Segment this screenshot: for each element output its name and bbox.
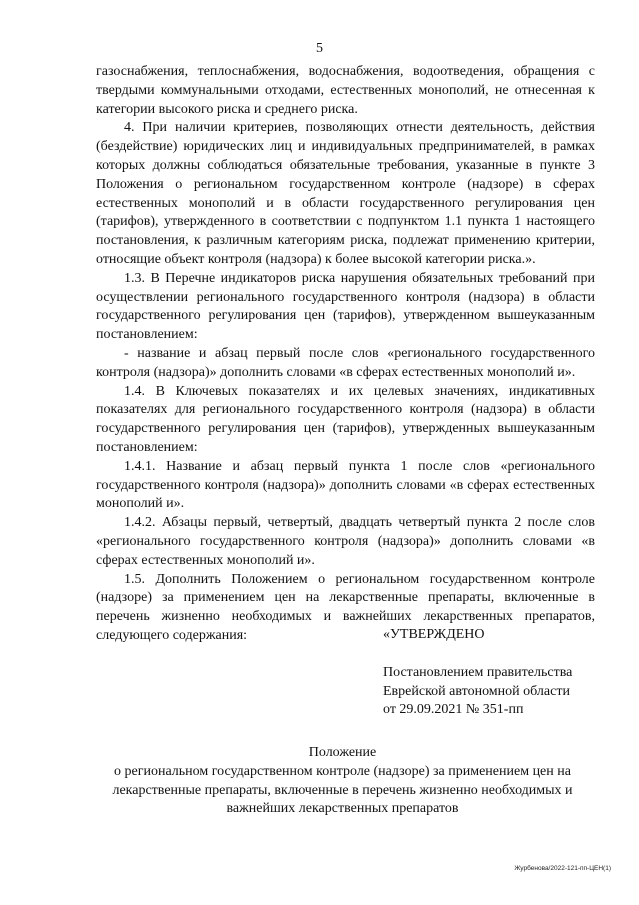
- paragraph-1-4-2: 1.4.2. Абзацы первый, четвертый, двадцать четвертый пункта 2 после слов «регионального государственного контроля (надзора)» дополнить словами «в сферах естественных монополий и».: [96, 515, 595, 568]
- regulation-subtitle-line-1: о региональном государственном контроле (надзоре) за применением цен на: [114, 763, 571, 779]
- paragraph-1-3-amendment: - название и абзац первый после слов «регионального государственного контроля (надзора)» дополнить словами «в сферах естественных монополий и».: [96, 345, 595, 380]
- approval-line-3: от 29.09.2021 № 351-пп: [383, 702, 524, 718]
- approval-title: «УТВЕРЖДЕНО: [383, 627, 485, 642]
- paragraph-1-5: 1.5. Дополнить Положением о региональном государственном контроле (надзоре) за применением цен на лекарственные препараты, включенные в перечень жизненно необходимых и важнейших лекарственных препаратов, следующего содержания:: [96, 571, 595, 643]
- paragraph-continuation: газоснабжения, теплоснабжения, водоснабжения, водоотведения, обращения с твердыми коммунальными отходами, естественных монополий, не отнесенная к категории высокого риска и среднего риска.: [96, 64, 595, 117]
- regulation-subtitle-line-2: лекарственные препараты, включенные в перечень жизненно необходимых и: [112, 782, 573, 798]
- regulation-title: [70, 744, 615, 819]
- paragraph-item-4: 4. При наличии критериев, позволяющих отнести деятельность, действия (бездействие) юридических лиц и индивидуальных предпринимателей, в рамках которых должны соблюдаться обязательные требования, указанные в пункте 3 Положения о региональном государственном контроле (надзоре) в сферах естественных монополий и в области государственного регулирования цен (тарифов), утвержденного в соответствии с подпунктом 1.1 пункта 1 настоящего постановления, к различным категориям риска, подлежат применению критерии, относящие объект контроля (надзора) к более высокой категории риска.».: [96, 120, 595, 267]
- approval-line-1: Постановлением правительства: [383, 664, 573, 680]
- body-text: [96, 63, 595, 646]
- page-number: 5: [316, 41, 323, 56]
- regulation-subtitle-line-3: важнейших лекарственных препаратов: [226, 801, 459, 817]
- paragraph-1-4-1: 1.4.1. Название и абзац первый пункта 1 после слов «регионального государственного контроля (надзора)» дополнить словами «в сферах естественных монополий и».: [96, 458, 595, 512]
- approval-block: [383, 626, 613, 720]
- paragraph-1-4: 1.4. В Ключевых показателях и их целевых значениях, индикативных показателях для регионального государственного контроля (надзора) в области государственного регулирования цен (тарифов), утвержденных вышеуказанным постановлением:: [96, 383, 595, 455]
- regulation-heading: Положение: [308, 745, 377, 760]
- approval-line-2: Еврейской автономной области: [383, 683, 570, 699]
- footer-document-code: Журбенова/2022-121-пп-ЦЕН(1): [514, 865, 611, 872]
- paragraph-1-3: 1.3. В Перечне индикаторов риска нарушения обязательных требований при осуществлении регионального государственного контроля (надзора) в области государственного регулирования цен (тарифов), утвержденном вышеуказанным постановлением:: [96, 270, 595, 343]
